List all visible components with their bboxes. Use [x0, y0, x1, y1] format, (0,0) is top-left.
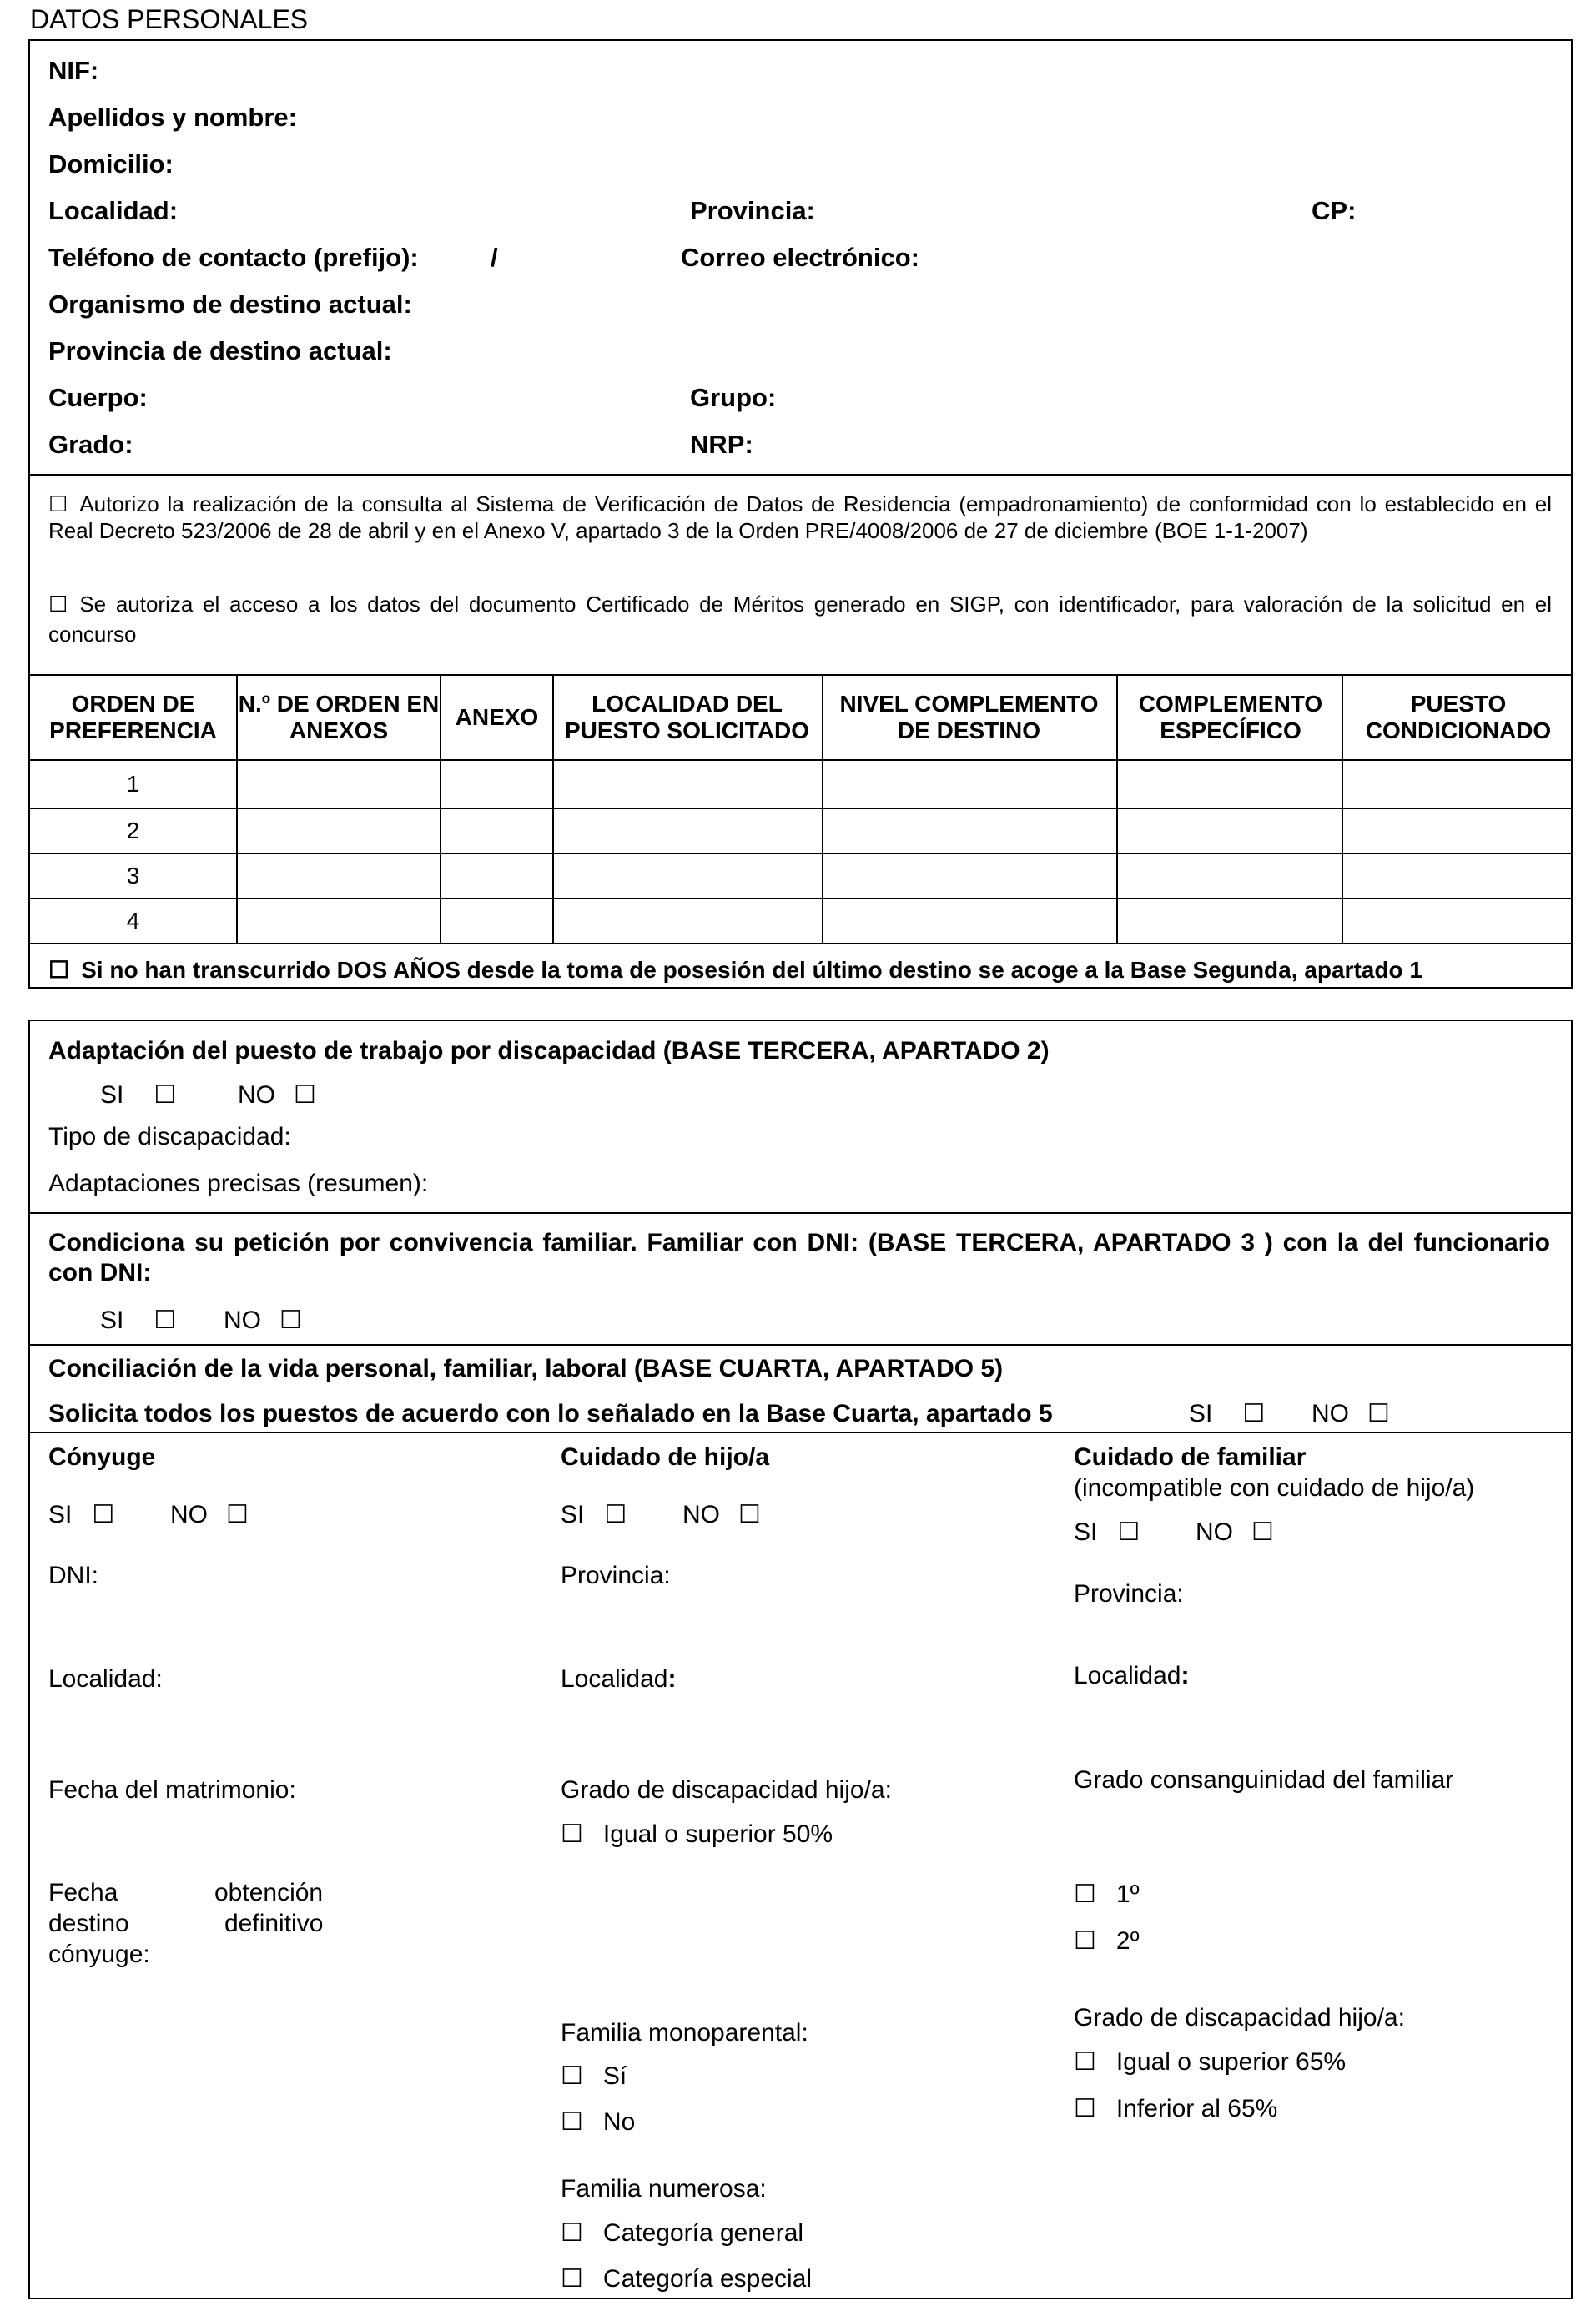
- monoparental-si-option: [561, 2061, 627, 2092]
- table-row-number: 4: [126, 908, 140, 934]
- checkbox[interactable]: ☐: [294, 1081, 316, 1109]
- familiar-grado-discapacidad-label: Grado de discapacidad hijo/a:: [1074, 2004, 1405, 2032]
- colon: :: [667, 1665, 677, 1693]
- consent-sigp: [48, 589, 1552, 649]
- conyuge-localidad-label: Localidad:: [48, 1665, 163, 1693]
- checkbox[interactable]: ☐: [154, 1081, 177, 1109]
- si-label: SI: [561, 1501, 585, 1528]
- checkbox[interactable]: ☐: [1074, 2048, 1096, 2076]
- no-label: NO: [682, 1501, 720, 1528]
- header-localidad-puesto: LOCALIDAD DEL PUESTO SOLICITADO: [565, 691, 809, 743]
- solicita-si-option: [1189, 1398, 1265, 1430]
- column-divider: [1342, 674, 1343, 944]
- fecha-obtencion-word: Fecha: [48, 1879, 118, 1906]
- provincia-destino-label: Provincia de destino actual:: [48, 336, 392, 365]
- option-text: Igual o superior 65%: [1115, 2048, 1347, 2076]
- fecha-matrimonio-label: Fecha del matrimonio:: [48, 1776, 296, 1804]
- header-puesto-condicionado: PUESTO CONDICIONADO: [1365, 691, 1552, 743]
- checkbox[interactable]: ☐: [561, 2108, 583, 2136]
- si-label: SI: [1189, 1400, 1213, 1427]
- numerosa-label: Familia numerosa:: [561, 2175, 767, 2203]
- checkbox[interactable]: ☐: [1367, 1400, 1390, 1427]
- checkbox[interactable]: ☐: [1074, 2095, 1096, 2122]
- localidad-text: Localidad: [561, 1665, 668, 1693]
- hijo-igual50-option: [561, 1819, 833, 1850]
- checkbox[interactable]: ☐: [561, 2265, 583, 2293]
- apellidos-label: Apellidos y nombre:: [48, 103, 297, 132]
- grado-consanguinidad-label: Grado consanguinidad del familiar: [1074, 1766, 1454, 1794]
- adaptacion-title: Adaptación del puesto de trabajo por discapacidad (BASE TERCERA, APARTADO 2): [48, 1037, 1050, 1065]
- conciliacion-title: Conciliación de la vida personal, familiar, laboral (BASE CUARTA, APARTADO 5): [48, 1355, 1004, 1382]
- si-label: SI: [100, 1307, 124, 1334]
- familiar-no-option: [1196, 1517, 1274, 1548]
- checkbox[interactable]: ☐: [1251, 1518, 1274, 1546]
- option-text: Categoría general: [602, 2219, 804, 2247]
- organismo-label: Organismo de destino actual:: [48, 290, 412, 319]
- solicita-no-option: [1312, 1398, 1390, 1430]
- divider: [28, 1212, 1573, 1214]
- si-label: SI: [48, 1501, 73, 1528]
- column-divider: [552, 674, 554, 944]
- option-text: No: [602, 2108, 636, 2136]
- familiar-provincia-label: Provincia:: [1074, 1580, 1184, 1608]
- nif-label: NIF:: [48, 56, 99, 85]
- checkbox[interactable]: ☐: [1074, 1927, 1096, 1955]
- fecha-obtencion-word: definitivo: [224, 1910, 324, 1937]
- header-complemento-especifico: COMPLEMENTO ESPECÍFICO: [1138, 691, 1323, 743]
- condiciona-text: Condiciona su petición por convivencia familiar. Familiar con DNI: (BASE TERCERA, APARTADO 3 ) con la del funcionario con DNI:: [48, 1229, 1550, 1286]
- no-label: NO: [238, 1081, 275, 1109]
- correo-label: Correo electrónico:: [681, 243, 919, 272]
- condiciona-si-option: [100, 1305, 176, 1337]
- consent-residencia: [48, 491, 1552, 544]
- solicita-todos-text: Solicita todos los puestos de acuerdo con lo señalado en la Base Cuarta, apartado 5: [48, 1400, 1053, 1427]
- consanguinidad-1-option: [1074, 1879, 1140, 1911]
- checkbox[interactable]: ☐: [738, 1501, 761, 1528]
- checkbox[interactable]: ☐: [226, 1501, 249, 1528]
- nrp-label: NRP:: [690, 430, 753, 459]
- column-divider: [822, 674, 823, 944]
- colon: :: [1181, 1662, 1190, 1689]
- checkbox[interactable]: ☐: [1117, 1518, 1140, 1546]
- checkbox[interactable]: ☐: [561, 2219, 583, 2247]
- familiar-title: Cuidado de familiar: [1074, 1443, 1307, 1471]
- checkbox[interactable]: ☐: [1242, 1400, 1266, 1427]
- header-nivel-complemento: NIVEL COMPLEMENTO DE DESTINO: [839, 691, 1099, 743]
- table-row-number: 2: [126, 818, 140, 843]
- checkbox[interactable]: ☐: [279, 1307, 302, 1334]
- option-text: Inferior al 65%: [1115, 2095, 1278, 2122]
- header-orden-preferencia: ORDEN DE PREFERENCIA: [49, 691, 217, 743]
- checkbox[interactable]: ☐: [1074, 1880, 1096, 1908]
- checkbox[interactable]: ☐: [154, 1307, 177, 1334]
- option-text: 1º: [1115, 1880, 1140, 1908]
- fecha-obtencion-word: obtención: [214, 1879, 324, 1906]
- cuerpo-label: Cuerpo:: [48, 383, 148, 412]
- no-label: NO: [1196, 1518, 1233, 1546]
- adaptacion-si-option: [100, 1080, 176, 1111]
- cp-label: CP:: [1312, 196, 1357, 225]
- consent-sigp-text: Se autoriza el acceso a los datos del documento Certificado de Méritos generado en SIGP, con identificador, para valoración de la solicitud en el concurso: [48, 592, 1552, 647]
- checkbox[interactable]: ☐: [92, 1501, 115, 1528]
- dos-anos-text: Si no han transcurrido DOS AÑOS desde la toma de posesión del último destino se acoge a la Base Segunda, apartado 1: [81, 957, 1422, 983]
- monoparental-label: Familia monoparental:: [561, 2019, 808, 2047]
- column-divider: [1116, 674, 1118, 944]
- no-label: NO: [224, 1307, 261, 1334]
- section-title: DATOS PERSONALES: [30, 4, 309, 34]
- fecha-obtencion-word: cónyuge:: [48, 1941, 150, 1968]
- numerosa-general-option: [561, 2218, 803, 2249]
- localidad-label: Localidad:: [48, 196, 179, 225]
- conyuge-si-option: [48, 1499, 114, 1531]
- familiar-igual65-option: [1074, 2047, 1346, 2078]
- table-row-number: 3: [126, 863, 140, 889]
- dos-anos-option: [48, 954, 1422, 985]
- no-label: NO: [1312, 1400, 1349, 1427]
- hijo-localidad-label: [561, 1664, 676, 1695]
- consanguinidad-2-option: [1074, 1926, 1140, 1957]
- familiar-subtitle: (incompatible con cuidado de hijo/a): [1074, 1474, 1475, 1502]
- telefono-separator: /: [491, 243, 498, 272]
- consent-residencia-text: Autorizo la realización de la consulta al Sistema de Verificación de Datos de Residencia (empadronamiento) de conformidad con lo establecido en el Real Decreto 523/2006 de 28 de abril y en el Anexo V, apartado 3 de la Orden PRE/4008/2006 de 27 de diciembre (BOE 1-1-2007): [48, 491, 1552, 543]
- monoparental-no-option: [561, 2107, 635, 2138]
- hijo-title: Cuidado de hijo/a: [561, 1443, 770, 1471]
- divider: [28, 1432, 1573, 1433]
- hijo-si-option: [561, 1499, 627, 1531]
- hijo-grado-label: Grado de discapacidad hijo/a:: [561, 1776, 892, 1804]
- condiciona-no-option: [224, 1305, 302, 1337]
- no-label: NO: [170, 1501, 208, 1528]
- divider: [28, 1344, 1573, 1346]
- localidad-text: Localidad: [1074, 1662, 1181, 1689]
- checkbox[interactable]: ☐: [561, 2062, 583, 2090]
- checkbox[interactable]: ☐: [48, 592, 68, 617]
- familiar-localidad-label: [1074, 1660, 1189, 1692]
- checkbox[interactable]: ☐: [604, 1501, 627, 1528]
- conyuge-title: Cónyuge: [48, 1443, 156, 1471]
- telefono-label: Teléfono de contacto (prefijo):: [48, 243, 419, 272]
- numerosa-especial-option: [561, 2263, 812, 2295]
- checkbox[interactable]: ☐: [48, 491, 68, 516]
- tipo-discapacidad-label: Tipo de discapacidad:: [48, 1123, 291, 1150]
- domicilio-label: Domicilio:: [48, 149, 174, 179]
- fecha-obtencion-word: destino: [48, 1910, 129, 1937]
- grado-label: Grado:: [48, 430, 133, 459]
- table-row-number: 1: [126, 771, 140, 797]
- header-numero-orden: N.º DE ORDEN EN ANEXOS: [238, 691, 440, 743]
- option-text: Categoría especial: [602, 2265, 813, 2293]
- option-text: 2º: [1115, 1927, 1140, 1955]
- conyuge-dni-label: DNI:: [48, 1562, 98, 1589]
- si-label: SI: [100, 1081, 124, 1109]
- hijo-no-option: [682, 1499, 761, 1531]
- familiar-inferior65-option: [1074, 2093, 1277, 2125]
- option-text: Igual o superior 50%: [602, 1820, 833, 1848]
- checkbox[interactable]: ☐: [561, 1820, 583, 1848]
- divider: [28, 474, 1573, 476]
- header-anexo: ANEXO: [455, 704, 539, 730]
- familiar-si-option: [1074, 1517, 1140, 1548]
- si-label: SI: [1074, 1518, 1098, 1546]
- checkbox[interactable]: ☐: [48, 957, 70, 983]
- provincia-label: Provincia:: [690, 196, 815, 225]
- adaptacion-no-option: [238, 1080, 316, 1111]
- grupo-label: Grupo:: [690, 383, 777, 412]
- hijo-provincia-label: Provincia:: [561, 1562, 671, 1589]
- adaptaciones-label: Adaptaciones precisas (resumen):: [48, 1170, 429, 1197]
- option-text: Sí: [602, 2062, 627, 2090]
- conyuge-no-option: [170, 1499, 249, 1531]
